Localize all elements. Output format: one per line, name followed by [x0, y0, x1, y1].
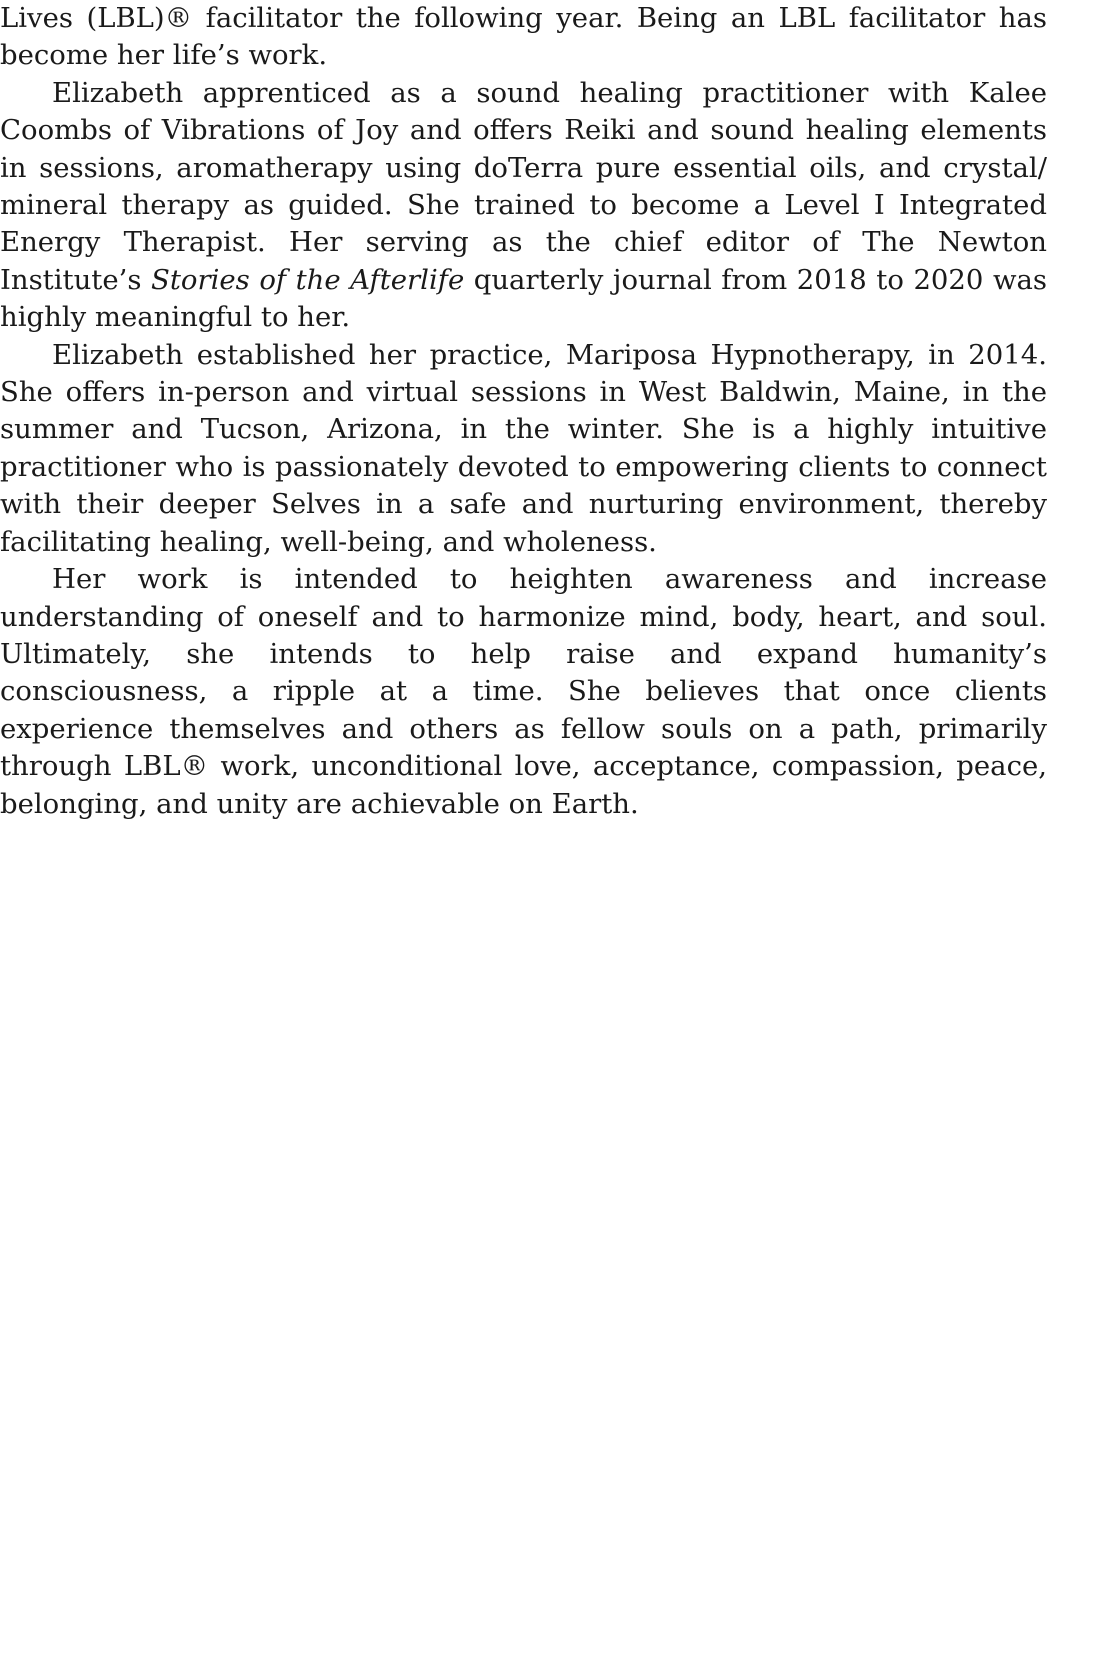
- paragraph-sound-healing-text-after: quarterly journal from 2018 to 2020 was highly meaningful to her.: [0, 263, 1047, 334]
- journal-title: Stories of the Afterlife: [151, 263, 465, 296]
- document-page: [0, 0, 1047, 823]
- paragraph-sound-healing-text-before: Elizabeth apprenticed as a sound healing practitioner with Kalee Coombs of Vibrations of Joy and offers Reiki and sound healing elements in sessions, aromatherapy using doTerra pure essential oils, and crystal/ mineral therapy as guided. She trained to become a Level I Integrated Energy Therapist. Her serving as the chief editor of The Newton Institute’s: [0, 76, 1047, 296]
- paragraph-intent: Her work is intended to heighten awareness and increase understanding of oneself and to harmonize mind, body, heart, and soul. Ultimately, she intends to help raise and expand humanity’s consciousness, a ripple at a time. She believes that once clients experience themselves and others as fellow souls on a path, primarily through LBL® work, unconditional love, acceptance, compassion, peace, belonging, and unity are achievable on Earth.: [0, 563, 1047, 820]
- paragraph-practice: Elizabeth established her practice, Mariposa Hypnotherapy, in 2014. She offers in-person and virtual sessions in West Baldwin, Maine, in the summer and Tucson, Arizona, in the winter. She is a highly intuitive practitioner who is passionately devoted to empowering clients to connect with their deeper Selves in a safe and nurturing environment, thereby facilitating healing, well-being, and wholeness.: [0, 338, 1047, 558]
- paragraph-sound-healing: [0, 75, 1047, 337]
- paragraph-continued: Lives (LBL)® facilitator the following year. Being an LBL facilitator has become her life’s work.: [0, 2, 1047, 72]
